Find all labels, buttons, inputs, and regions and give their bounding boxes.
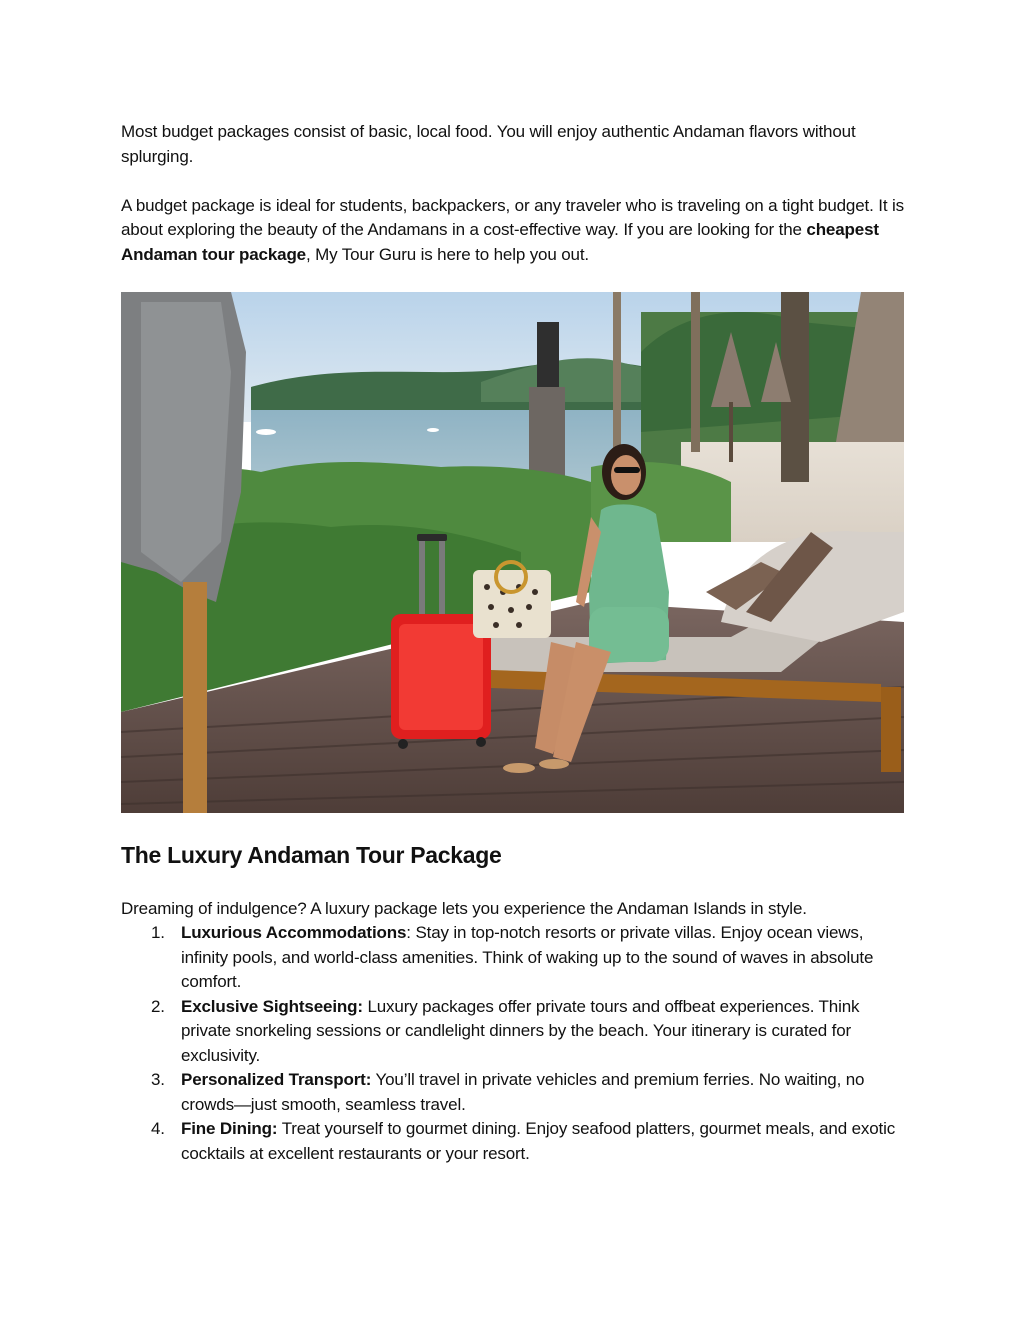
list-item-text: Treat yourself to gourmet dining. Enjoy seafood platters, gourmet meals, and exotic cocktails at excellent restaurants or your resort.	[181, 1119, 896, 1163]
list-item-text: Luxury packages offer private tours and offbeat experiences. Think private snorkeling sessions or candlelight dinners by the beach. Your itinerary is curated for exclusivity.	[181, 996, 860, 1065]
budget-section	[121, 120, 904, 267]
list-item-title: Fine Dining:	[181, 1119, 278, 1138]
budget-ideal-text-end: , My Tour Guru is here to help you out.	[306, 244, 589, 264]
list-item	[121, 995, 904, 1069]
list-item	[121, 921, 904, 995]
budget-ideal-text: A budget package is ideal for students, backpackers, or any traveler who is traveling on a tight budget. It is about exploring the beauty of the Andamans in a cost-effective way. If you are looking for the	[121, 195, 904, 239]
travel-photo	[121, 292, 904, 813]
list-item	[121, 1068, 904, 1117]
paragraph-spacer	[121, 169, 904, 194]
luxury-features-list	[121, 921, 904, 1166]
cheapest-package-link-text: cheapest Andaman tour package	[121, 220, 879, 264]
list-item-title: Personalized Transport:	[181, 1070, 372, 1089]
list-item-title: Exclusive Sightseeing:	[181, 996, 363, 1016]
list-item-number: 2.	[151, 996, 165, 1016]
budget-food-paragraph: Most budget packages consist of basic, local food. You will enjoy authentic Andaman flavors without splurging.	[121, 122, 856, 166]
travel-photo-illustration	[121, 292, 904, 813]
list-item-number: 1.	[151, 923, 165, 942]
list-item-number: 3.	[151, 1070, 165, 1089]
luxury-section-heading: The Luxury Andaman Tour Package	[121, 842, 502, 868]
list-item-text: : Stay in top-notch resorts or private villas. Enjoy ocean views, infinity pools, and world-class amenities. Think of waking up to the sound of waves in absolute comfort.	[181, 923, 874, 991]
luxury-intro-paragraph: Dreaming of indulgence? A luxury package lets you experience the Andaman Islands in style.	[121, 899, 807, 918]
budget-ideal-paragraph	[121, 194, 904, 268]
list-item-number: 4.	[151, 1119, 165, 1138]
list-item-title: Luxurious Accommodations	[181, 923, 407, 942]
list-item-text: You’ll travel in private vehicles and premium ferries. No waiting, no crowds—just smooth, seamless travel.	[181, 1070, 865, 1114]
list-item	[121, 1117, 904, 1166]
